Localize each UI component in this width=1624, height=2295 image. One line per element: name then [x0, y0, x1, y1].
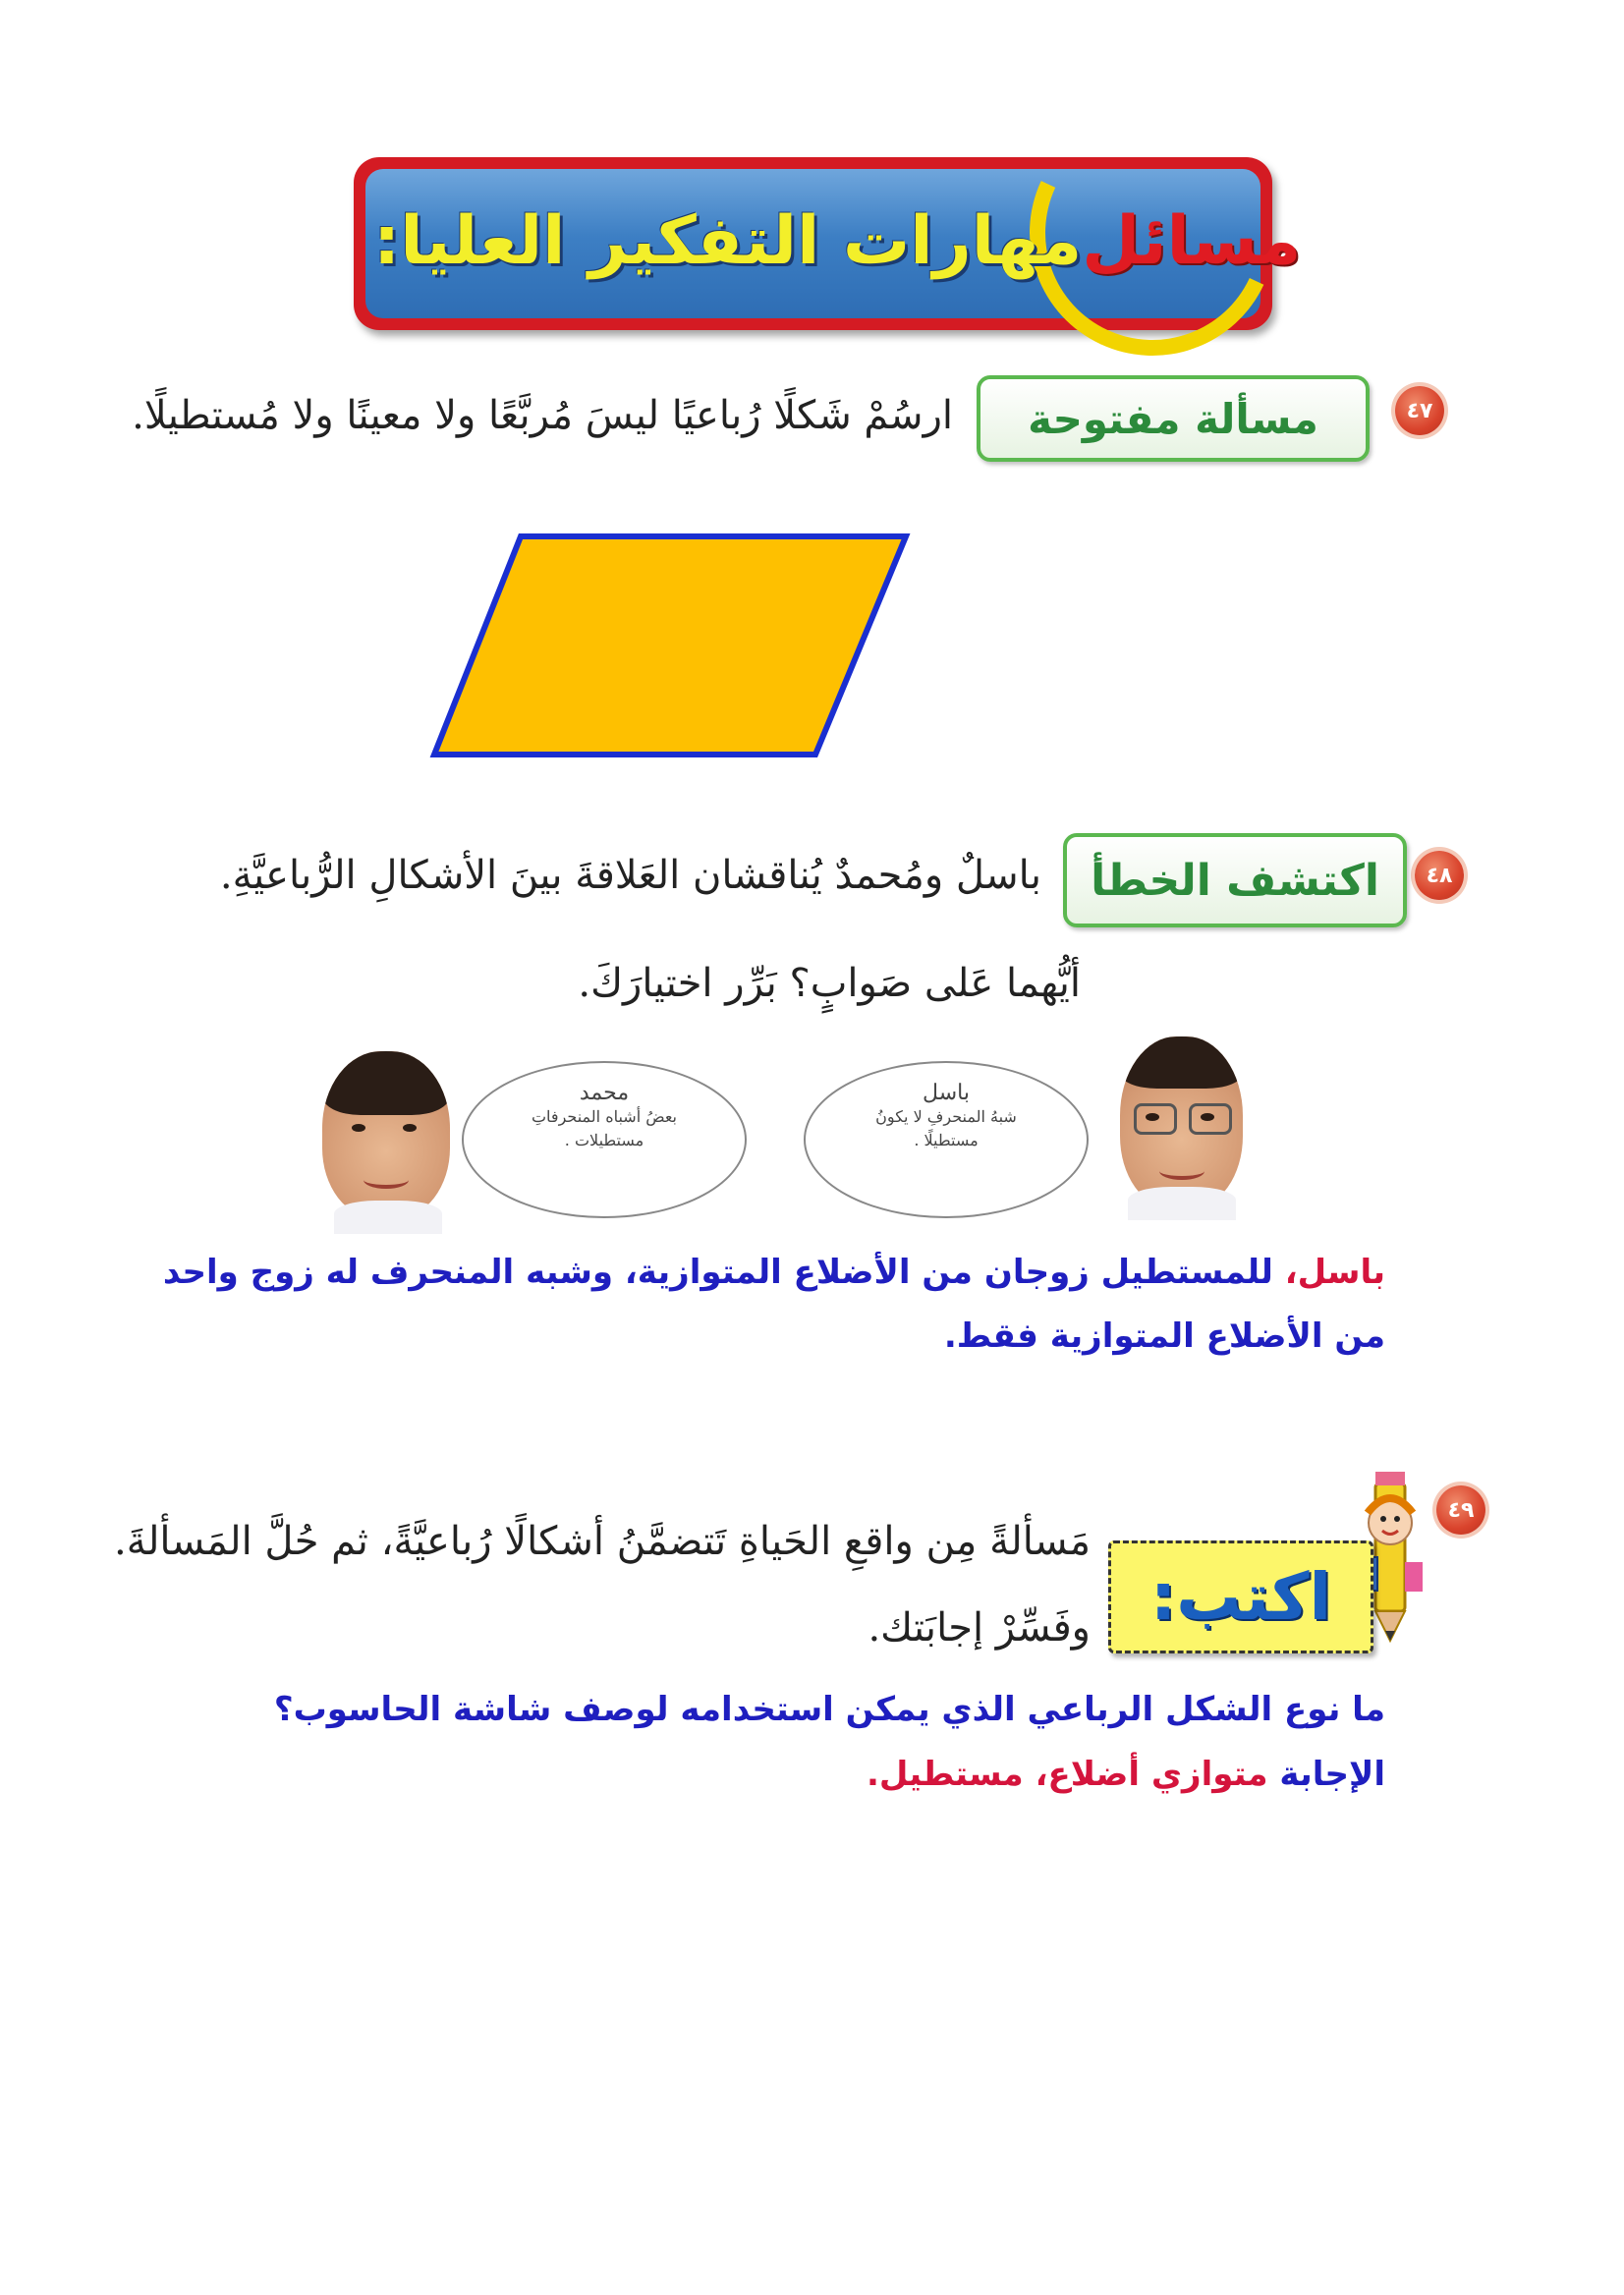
- parallelogram-drawing: [422, 531, 914, 766]
- find-error-label: اكتشف الخطأ: [1063, 833, 1407, 927]
- question-49-text-2: وفَسِّرْ إجابَتك.: [868, 1605, 1091, 1651]
- answer-text: للمستطيل زوجان من الأضلاع المتوازية، وشبه المنحرف له زوج واحد: [162, 1253, 1273, 1292]
- basel-photo: [1120, 1036, 1243, 1208]
- bubble-line-1: شبهُ المنحرفِ لا يكونُ: [875, 1107, 1017, 1126]
- bubble-name-basel: باسل: [923, 1081, 970, 1105]
- answer-prefix: الإجابة: [1279, 1755, 1385, 1794]
- mohammed-speech-bubble: [462, 1061, 747, 1218]
- question-number-49: ٤٩: [1436, 1485, 1485, 1535]
- answer-red-word: باسل،: [1284, 1253, 1385, 1292]
- basel-speech-bubble: [804, 1061, 1089, 1218]
- question-number-47: ٤٧: [1395, 386, 1444, 435]
- question-48-text-1: باسلٌ ومُحمدٌ يُناقشان العَلاقةَ بينَ الأشكالِ الرُّباعيَّةِ.: [219, 853, 1041, 898]
- question-48-answer-line-1: [157, 1253, 1385, 1302]
- question-number-48: ٤٨: [1415, 851, 1464, 900]
- write-label: اكتب:: [1149, 1559, 1332, 1635]
- question-48-answer-line-2: من الأضلاع المتوازية فقط.: [943, 1316, 1385, 1356]
- question-49-text-1: مَسألةً مِن واقعِ الحَياةِ تَتضمَّنُ أشكالًا رُباعيَّةً، ثم حُلَّ المَسألةَ.: [114, 1519, 1091, 1564]
- bubble-line-1: بعضُ أشباه المنحرفاتِ: [531, 1107, 678, 1126]
- page-title: [373, 187, 1302, 295]
- question-49-answer-line: [688, 1755, 1385, 1804]
- bubble-line-2: مستطيلات .: [564, 1131, 644, 1149]
- parallelogram-shape: [434, 536, 906, 755]
- answer-red-words: متوازي أضلاع، مستطيل.: [866, 1755, 1268, 1794]
- basel-collar: [1128, 1187, 1236, 1220]
- question-47-text: ارسُمْ شَكلًا رُباعيًا ليسَ مُربَّعًا ولا معينًا ولا مُستطيلًا.: [132, 393, 953, 438]
- mohammed-photo: [322, 1051, 450, 1218]
- open-problem-label: مسألة مفتوحة: [977, 375, 1370, 462]
- bubble-line-2: مستطيلًا .: [914, 1131, 979, 1149]
- question-49-answer-question: ما نوع الشكل الرباعي الذي يمكن استخدامه لوصف شاشة الحاسوب؟: [273, 1690, 1385, 1729]
- page-title-red-word: مسائل: [1082, 201, 1302, 280]
- question-48-text-2: أيُّهما عَلى صَوابٍ؟ بَرِّر اختيارَكَ.: [578, 961, 1081, 1006]
- mohammed-collar: [334, 1201, 442, 1234]
- bubble-name-mohammed: محمد: [579, 1081, 630, 1105]
- page-title-main: مهارات التفكير العليا:: [373, 201, 1083, 280]
